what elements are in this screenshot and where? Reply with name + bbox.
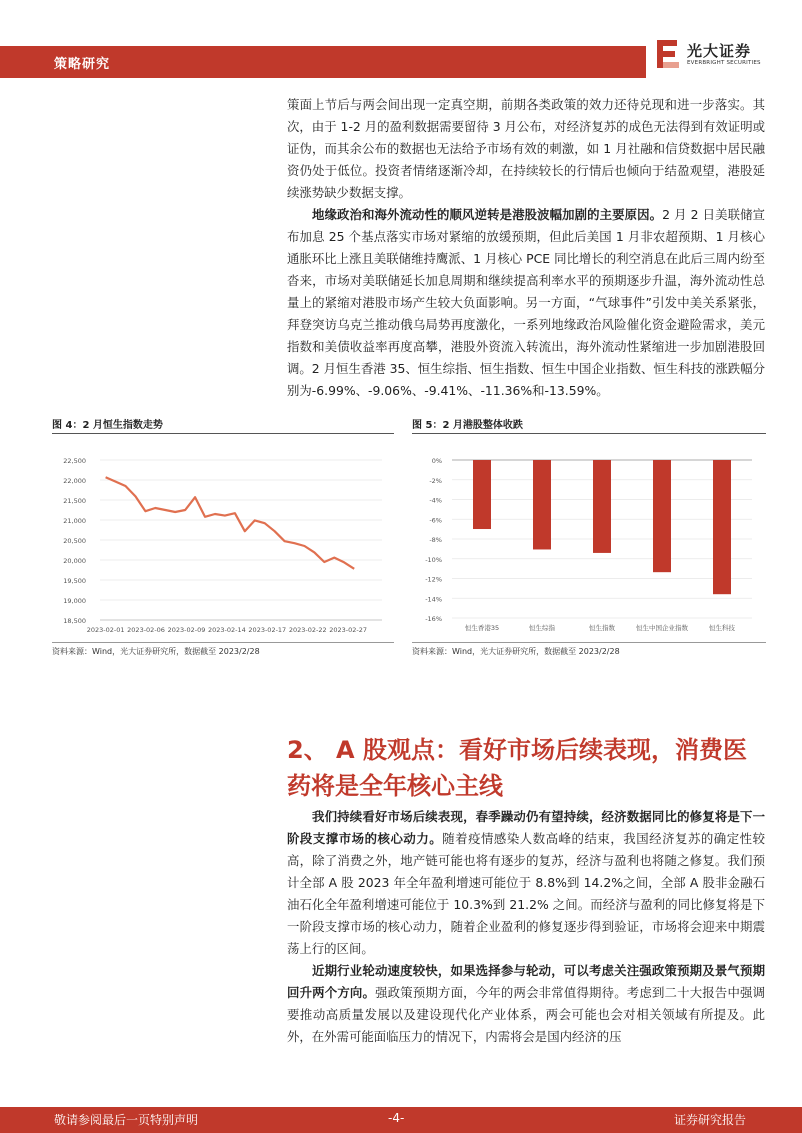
y-tick-label: 20,500 [63,537,86,545]
y-tick-label: 20,000 [63,557,86,565]
y-tick-label: 0% [431,457,442,465]
y-tick-label: -10% [425,555,442,564]
hsi-line-chart [52,438,394,640]
bar-3 [593,460,611,553]
y-tick-label: 21,500 [63,497,86,505]
y-tick-label: 22,500 [63,457,86,465]
x-category-label: 恒生综指 [529,624,555,632]
paragraph-4 [287,960,765,1048]
paragraph-1-text: 策面上节后与两会间出现一定真空期，前期各类政策的效力还待兑现和进一步落实。其次，由于 1-2 月的盈利数据需要留待 3 月公布，对经济复苏的成色无法得到有效证明或证伪，而其余公布的数据也无法给予市场有效的刺激，如 1 月社融和信贷数据中居民融资仍处于低位。投资者情绪逐渐冷却，在持续较长的行情后也倾向于结盈观望，港股延续涨势缺少数据支撑。 [287,97,765,200]
figure4-source: 资料来源：Wind，光大证券研究所，数据截至 2023/2/28 [52,647,260,656]
figure4-rule [52,433,394,434]
figure5-source: 资料来源：Wind，光大证券研究所，数据截至 2023/2/28 [412,647,620,656]
y-tick-label: -16% [425,615,442,623]
logo-text-en: EVERBRIGHT SECURITIES [687,60,761,66]
logo-text-cn: 光大证券 [687,42,752,60]
page-number: -4- [388,1111,405,1125]
x-category-label: 恒生指数 [589,624,615,632]
x-category-label: 恒生中国企业指数 [636,624,688,632]
y-tick-label: 19,500 [63,577,86,585]
x-tick-label: 2023-02-14 [208,626,246,634]
y-tick-label: -2% [429,476,442,485]
figure4-bottom-rule [52,642,394,643]
section-heading: 2、 A 股观点：看好市场后续表现，消费医药将是全年核心主线 [287,736,747,800]
logo-mark-icon [655,38,681,70]
x-tick-label: 2023-02-17 [248,626,287,634]
paragraph-2 [287,204,765,402]
paragraph-3-text: 随着疫情感染人数高峰的结束，我国经济复苏的确定性较高，除了消费之外，地产链可能也将有逐步的复苏，经济与盈利也将随之修复。我们预计全部 A 股 2023 年全年盈利增速可能位于 8.8%到 14.2%之间，全部 A 股非金融石油石化全年盈利增速可能位于 10.3%到 21.2% 之间。而经济与盈利的同比修复将是下一阶段支撑市场的核心动力，随着企业盈利的修复逐步得到验证，市场将会迎来中期震荡上行的区间。 [287,831,765,956]
x-category-label: 恒生香港35 [464,624,500,632]
paragraph-3-lead: 我们持续看好市场后续表现，春季躁动仍有望持续，经济数据同比的修复将是下一阶段支撑市场的核心动力。 [287,809,765,846]
x-category-label: 恒生科技 [709,624,735,632]
bar-5 [713,460,731,594]
x-tick-label: 2023-02-09 [167,626,206,634]
paragraph-4-lead: 近期行业轮动速度较快，如果选择参与轮动，可以考虑关注强政策预期及景气预期回升两个方向。 [287,963,765,1000]
y-tick-label: 19,000 [63,597,86,605]
y-tick-label: 22,000 [63,477,86,485]
figure5-bottom-rule [412,642,766,643]
figure4-title: 图 4：2 月恒生指数走势 [52,420,163,431]
paragraph-2-text: 2 月 2 日美联储宣布加息 25 个基点落实市场对紧缩的放缓预期，但此后美国 1 月非农超预期、1 月核心通胀环比上涨且美联储维持鹰派、1 月核心 PCE 同比增长的利空消息在此后三周内纷至沓来，市场对美联储延长加息周期和继续提高利率水平的预期逐步升温，海外流动性总量上的紧缩对港股市场产生较大负面影响。另一方面，“气球事件”引发中美关系紧张，拜登突访乌克兰推动俄乌局势再度激化，一系列地缘政治风险催化资金避险需求，美元指数和美债收益率再度高攀，港股外资流入转流出，海外流动性紧缩进一步加剧港股回调。2 月恒生香港 35、恒生综指、恒生指数、恒生中国企业指数、恒生科技的涨跌幅分别为-6.99%、-9.06%、-9.41%、-11.36%和-13.59%。 [287,207,765,398]
y-tick-label: -4% [429,496,442,505]
x-tick-label: 2023-02-22 [288,626,327,634]
x-tick-label: 2023-02-27 [329,626,368,634]
y-tick-label: -6% [429,516,442,525]
paragraph-1 [287,94,765,204]
bar-1 [473,460,491,529]
x-tick-label: 2023-02-06 [127,626,165,634]
paragraph-2-lead: 地缘政治和海外流动性的顺风逆转是港股波幅加剧的主要原因。 [312,207,663,222]
y-tick-label: -8% [429,536,442,544]
bar-4 [653,460,671,572]
hk-index-bar-chart [412,438,766,640]
hsi-series-line [106,477,355,569]
section-tag: 策略研究 [54,57,111,72]
figure5-rule [412,433,766,434]
figure5-title: 图 5：2 月港股整体收跌 [412,420,523,431]
x-tick-label: 2023-02-01 [86,626,125,634]
paragraph-4-text: 强政策预期方面，今年的两会非常值得期待。考虑到二十大报告中强调要推动高质量发展以及建设现代化产业体系，两会可能也会对相关领域有所提及。此外，在外需可能面临压力的情况下，内需将会是国内经济的压 [287,985,766,1044]
y-tick-label: -12% [425,575,442,584]
y-tick-label: 21,000 [63,517,86,525]
paragraph-3 [287,806,765,960]
y-tick-label: 18,500 [63,617,86,625]
footer-report-type: 证券研究报告 [673,1113,746,1127]
footer-disclaimer: 敬请参阅最后一页特别声明 [54,1113,199,1127]
y-tick-label: -14% [425,595,442,604]
bar-2 [533,460,551,549]
brand-logo [655,38,765,78]
